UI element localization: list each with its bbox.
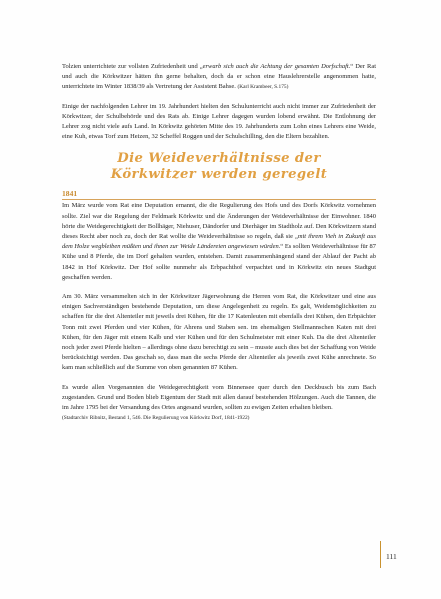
citation: (Karl Krambeer, S.175) — [237, 84, 289, 91]
paragraph-deputation — [62, 201, 376, 283]
paragraph-grazing-rights: Es wurde allen Vorgenannten die Weidegerechtigkeit vom Binnensee quer durch den Deckbusch bis zum Bach zugestanden. Grund und Boden blieb Eigentum der Stadt mit allen darauf bestehenden Hölzungen. Auch die Tannen, die im Jahre 1795 bei der Versandung des Ortes angesand wurden, sollten zu ewigen Zeiten erhalten bleiben. — [62, 383, 376, 412]
year-divider — [62, 199, 376, 200]
quote-text: erwarb sich auch die Achtung der gesamten Dorfschaft — [202, 63, 349, 70]
paragraph-tolzien — [62, 62, 376, 93]
page-number: 111 — [386, 552, 397, 561]
page-number-rule — [380, 541, 381, 568]
section-headline — [62, 151, 376, 183]
paragraph-teachers: Einige der nachfolgenden Lehrer im 19. Jahrhundert hielten den Schulunterricht auch nicht immer zur Zufriedenheit der Körkwitzer, der Schulbehörde und des Rats ab. Einige Lehrer dagegen wurden lobend erwähnt. Die Entlohnung der Lehrer zog nicht viele aufs Land. In Körkwitz gehörten Mitte des 19. Jahrhunderts zum Lohn eines Lehrers eine Weide, eine Kuh, etwas Torf zum Heizen, 32 Scheffel Roggen und der Schulschilling, den die Eltern bezahlten. — [62, 102, 376, 141]
paragraph-text: Im März wurde vom Rat eine Deputation ernannt, die die Regulierung des Hofs und des Dorfs Körkwitz vornehmen sollte. Ziel war die Regelung der Feldmark Körkwitz und die Änderungen der Weideverhältnisse der Einwohner. 1840 hörte die Weidegerechtigkeit der Bollhäger, Niehuser, Dändorfer und Dierhäger im Stadtholz auf. Den Körkwitzern stand dieses Recht aber noch zu, doch der Rat wollte die Weideverhältnisse so regeln, daß sie „ — [62, 202, 376, 241]
paragraph-assembly: Am 30. März versammelten sich in der Körkwitzer Jägerwohnung die Herren vom Rat, die Körkwitzer und eine aus einigen Sachverständigen bestehende Deputation, um diese Angelegenheit zu regeln. Es galt, Weidemöglichkeiten zu schaffen für die drei Altenteiler mit jeweils drei Kühen, für die 17 Katenleuten mit ebenfalls drei Kühen, den Erbpächter Tonn mit zwei Pferden und vier Kühen, für Ahrens und Staben sen. im ehemaligen Stellmannschen Katen mit drei Kühen, für den Jäger mit einem Kalb und vier Kühen und für den Schulmeister mit einer Kuh. Da die drei Altenteiler noch jeder zwei Pferde hielten – allerdings ohne dazu berechtigt zu sein – musste auch dies bei der Schaffung von Weide berücksichtigt werden. Das geschah so, dass man die sechs Pferde der Altenteiler als jeweils zwei Kühe anrechnete. So kam man schließlich auf die Summe von oben genannten 87 Kühen. — [62, 293, 376, 372]
paragraph-text: .“ Der Rat und auch die Körkwitzer hätten ihn gerne behalten, doch da er schon eine Hauslehrerstelle angenommen hatte, unterrichtete im Winter 1838/39 als Vertretung der Assistent Bahse. — [62, 63, 377, 91]
citation-archive: (Stadtarchiv Ribnitz, Bestand 1, 546. Die Regulierung von Körkwitz Dorf, 1841-1922) — [62, 415, 250, 422]
paragraph-text: .“ Es sollten Weideverhältnisse für 87 Kühe und 8 Pferde, die im Dorf gehalten wurden, entstehen. Damit zusammenhängend stand der Ablauf der Pacht ab 1842 in Hof Körkwitz. Der Hof sollte nunmehr als Erbpachthof verpachtet und in Körkwitz ein neues Stadtgut geschaffen werden. — [62, 243, 376, 281]
headline-line-2: Körkwitzer werden geregelt — [110, 167, 328, 183]
page-content — [62, 62, 376, 432]
quote-text: mit ihrem Vieh in Zukunft aus dem Holze wegbleiben müßten und ihnen zur Weide Ländereien angewiesen würden — [62, 233, 376, 251]
section-year: 1841 — [62, 189, 78, 199]
headline-line-1: Die Weideverhältnisse der — [117, 151, 321, 167]
paragraph-text: Tolzien unterrichtete zur vollsten Zufriedenheit und „ — [62, 63, 203, 70]
